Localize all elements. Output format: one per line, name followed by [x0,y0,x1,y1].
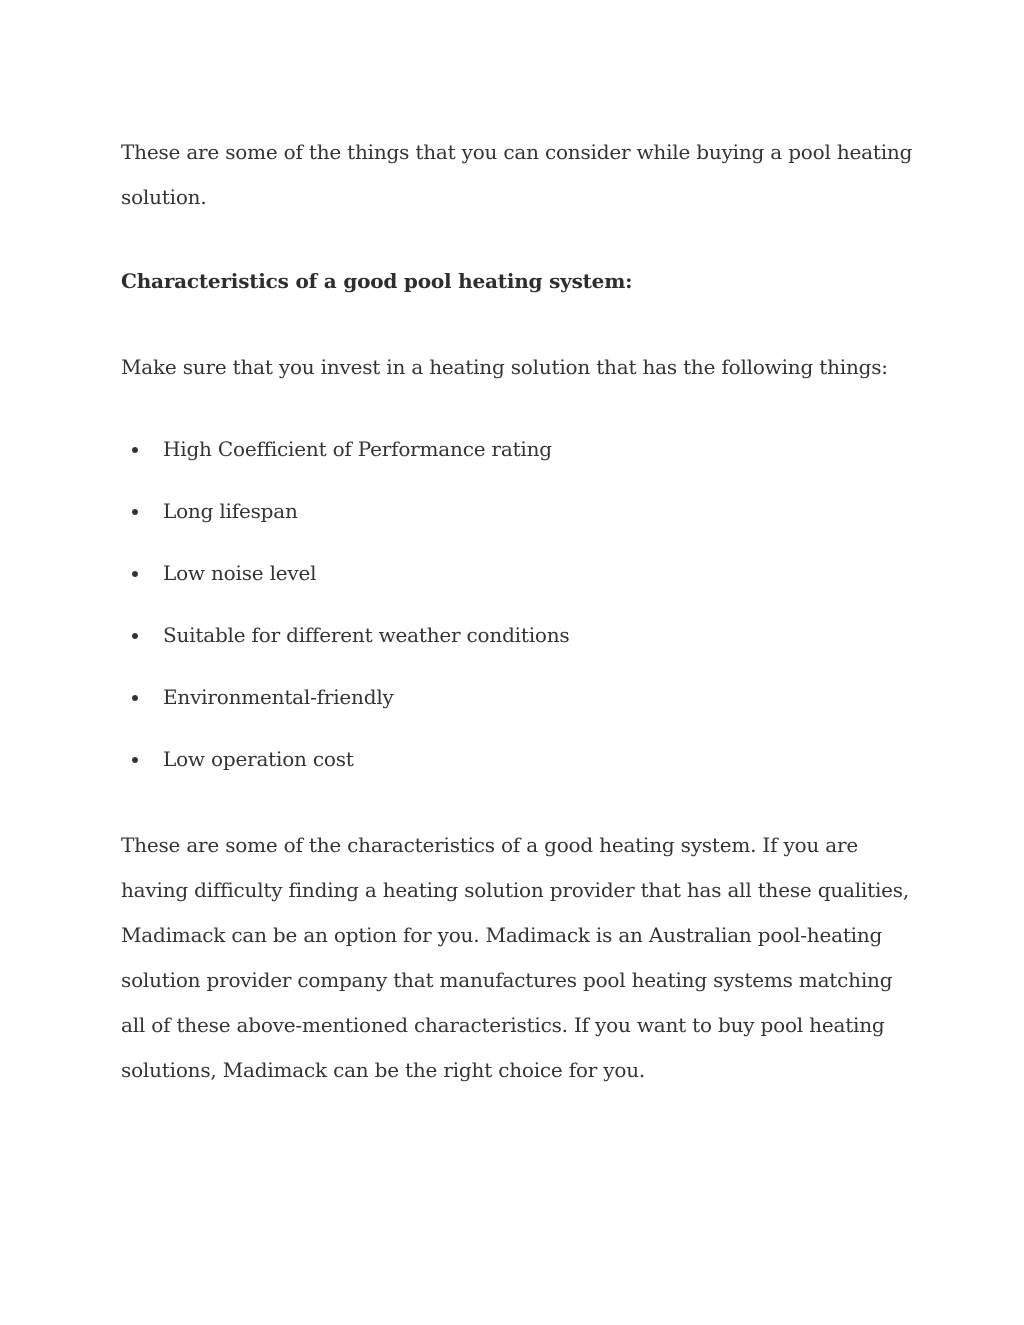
list-item [121,551,921,613]
list-item-text: Suitable for different weather conditions [163,623,570,647]
bullet-icon [132,571,138,577]
characteristics-list [121,427,921,799]
bullet-icon [132,509,138,515]
list-item [121,427,921,489]
section-heading: Characteristics of a good pool heating system: [121,269,633,293]
list-item-text: Long lifespan [163,499,298,523]
lead-paragraph: Make sure that you invest in a heating solution that has the following things: [121,355,888,379]
bullet-icon [132,757,138,763]
list-item-text: High Coefficient of Performance rating [163,437,552,461]
bullet-icon [132,447,138,453]
list-item-text: Low operation cost [163,747,354,771]
list-item-text: Environmental-friendly [163,685,394,709]
closing-paragraph: These are some of the characteristics of a good heating system. If you are having difficulty finding a heating solution provider that has all these qualities, Madimack can be an option for you. Madimack is an Australian pool-heating solution provider company that manufactures pool heating systems matching all of these above-mentioned characteristics. If you want to buy pool heating solutions, Madimack can be the right choice for you. [121,833,910,1082]
list-item [121,489,921,551]
bullet-icon [132,695,138,701]
intro-paragraph: These are some of the things that you can consider while buying a pool heating solution. [121,140,913,209]
list-item [121,737,921,799]
bullet-icon [132,633,138,639]
list-item [121,613,921,675]
list-item [121,675,921,737]
list-item-text: Low noise level [163,561,317,585]
